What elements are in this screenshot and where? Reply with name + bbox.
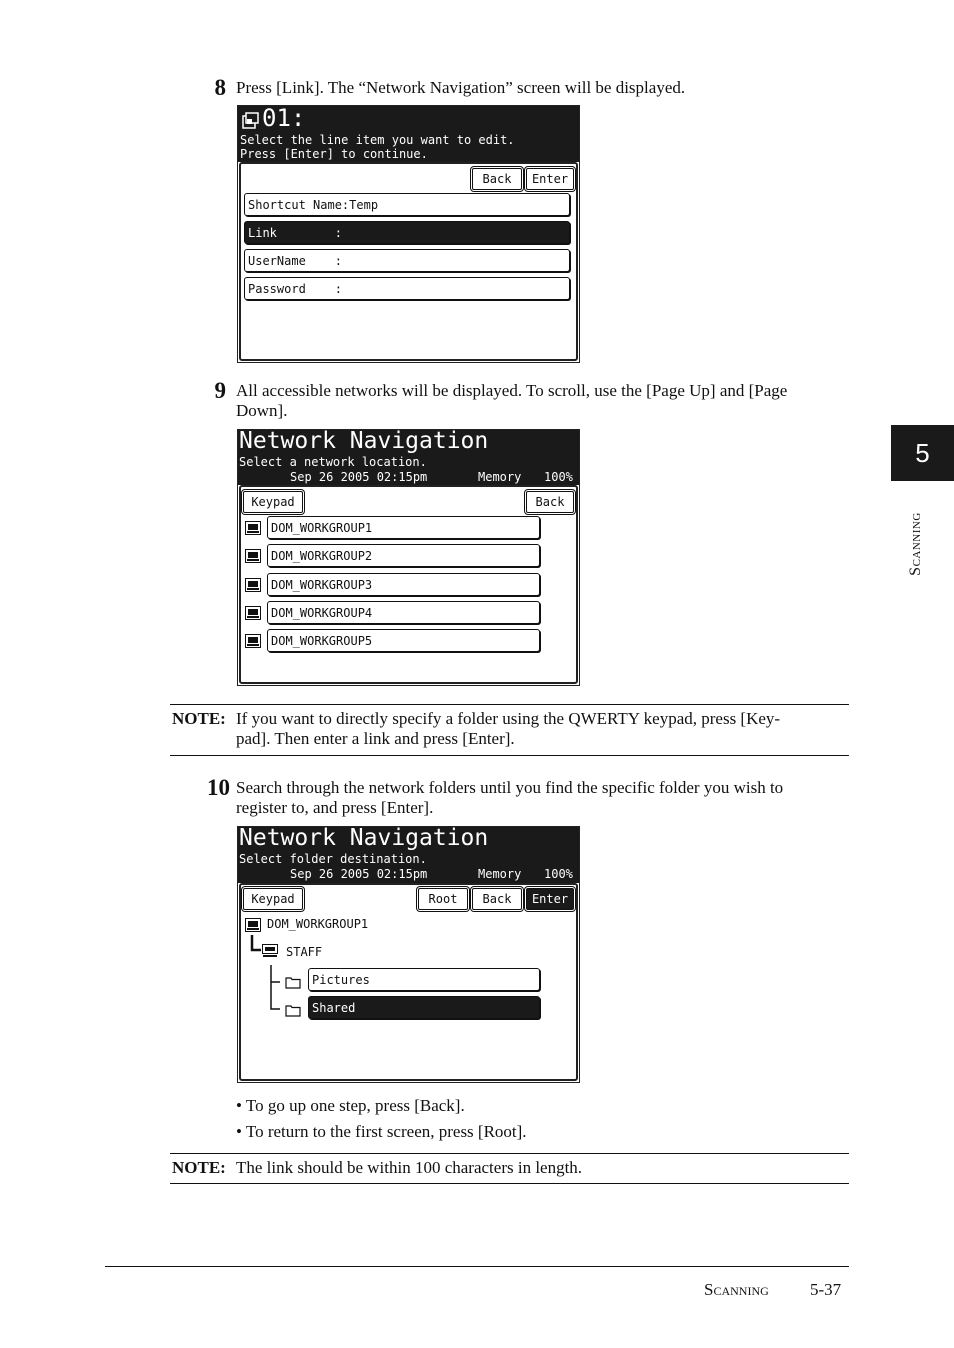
folder-item-shared[interactable]: Shared <box>308 996 540 1019</box>
note-text-line-2: pad]. Then enter a link and press [Enter]. <box>236 729 515 748</box>
note-text-line-1: If you want to directly specify a folder using the QWERTY keypad, press [Key- <box>236 709 781 728</box>
note-label: NOTE: <box>172 709 226 728</box>
footer-rule <box>105 1266 849 1267</box>
keypad-button[interactable]: Keypad <box>243 491 303 513</box>
chapter-number: 5 <box>915 438 930 468</box>
lcd-header <box>238 106 579 162</box>
lcd-memory-value: 100% <box>544 867 573 881</box>
lcd-screen-network-navigation <box>237 429 580 686</box>
step-text-line-2: Down]. <box>236 401 288 420</box>
note-rule-top <box>170 1153 849 1154</box>
workgroup-label[interactable]: DOM_WORKGROUP1 <box>267 917 369 931</box>
tree-lines-icon <box>268 965 284 1013</box>
note-label: NOTE: <box>172 1158 226 1177</box>
note-rule-top <box>170 704 849 705</box>
lcd-title: Network Navigation <box>239 428 489 454</box>
shortcut-icon <box>242 112 260 130</box>
field-shortcut-name[interactable]: Shortcut Name:Temp <box>244 193 570 216</box>
chapter-tab <box>891 425 954 481</box>
folder-icon <box>285 1003 301 1017</box>
bullet-text: To go up one step, press [Back]. <box>245 1096 465 1115</box>
workgroup-item[interactable]: DOM_WORKGROUP5 <box>267 629 540 652</box>
lcd-header <box>238 430 579 485</box>
bullet-item: • To return to the first screen, press [Root]. <box>236 1122 527 1141</box>
field-password[interactable]: Password : <box>244 277 570 300</box>
back-button[interactable]: Back <box>472 888 522 910</box>
lcd-memory-value: 100% <box>544 470 573 484</box>
root-button[interactable]: Root <box>418 888 468 910</box>
back-button[interactable]: Back <box>472 168 522 190</box>
enter-button[interactable]: Enter <box>526 168 574 190</box>
note-text: The link should be within 100 characters in length. <box>236 1158 583 1177</box>
network-computer-icon <box>245 918 261 932</box>
server-label[interactable]: STAFF <box>286 945 323 959</box>
workgroup-item[interactable]: DOM_WORKGROUP1 <box>267 516 540 539</box>
step-text: Press [Link]. The “Network Navigation” screen will be displayed. <box>236 78 686 97</box>
network-computer-icon <box>245 521 261 535</box>
bullet-item: • To go up one step, press [Back]. <box>236 1096 465 1115</box>
lcd-memory-label: Memory <box>478 867 522 881</box>
folder-icon <box>285 975 301 989</box>
step-text-line-1: All accessible networks will be displayed. To scroll, use the [Page Up] and [Page <box>236 381 788 400</box>
side-section-label: Scanning <box>907 512 924 576</box>
lcd-instruction-1: Select the line item you want to edit. <box>240 133 515 147</box>
workgroup-item[interactable]: DOM_WORKGROUP4 <box>267 601 540 624</box>
step-number: 8 <box>214 75 226 100</box>
field-link[interactable]: Link : <box>244 221 570 244</box>
network-computer-icon <box>245 634 261 648</box>
lcd-instruction-2: Press [Enter] to continue. <box>240 147 428 161</box>
lcd-instruction: Select folder destination. <box>239 852 427 866</box>
footer-section: Scanning <box>704 1280 769 1299</box>
lcd-title: 01: <box>262 104 306 132</box>
workgroup-item[interactable]: DOM_WORKGROUP3 <box>267 573 540 596</box>
tree-branch-icon <box>250 935 262 953</box>
lcd-date: Sep 26 2005 02:15pm <box>290 470 428 484</box>
enter-button[interactable]: Enter <box>526 888 574 910</box>
folder-item-pictures[interactable]: Pictures <box>308 968 540 991</box>
note-rule-bottom <box>170 755 849 756</box>
step-text-line-1: Search through the network folders until you find the specific folder you wish to <box>236 778 784 797</box>
step-number: 10 <box>207 775 230 800</box>
note-rule-bottom <box>170 1183 849 1184</box>
network-computer-icon <box>245 578 261 592</box>
step-text-line-2: register to, and press [Enter]. <box>236 798 434 817</box>
bullet-text: To return to the first screen, press [Root]. <box>245 1122 527 1141</box>
server-icon <box>262 944 278 958</box>
network-computer-icon <box>245 606 261 620</box>
lcd-title: Network Navigation <box>239 825 489 851</box>
back-button[interactable]: Back <box>526 491 574 513</box>
lcd-memory-label: Memory <box>478 470 522 484</box>
keypad-button[interactable]: Keypad <box>243 888 303 910</box>
step-number: 9 <box>214 378 226 403</box>
field-username[interactable]: UserName : <box>244 249 570 272</box>
lcd-date: Sep 26 2005 02:15pm <box>290 867 428 881</box>
lcd-screen-folder-destination <box>237 826 580 1083</box>
workgroup-item[interactable]: DOM_WORKGROUP2 <box>267 544 540 567</box>
network-computer-icon <box>245 549 261 563</box>
lcd-instruction: Select a network location. <box>239 455 427 469</box>
lcd-header <box>238 827 579 883</box>
lcd-screen-edit-shortcut <box>237 105 580 363</box>
page-number: 5-37 <box>810 1280 842 1299</box>
